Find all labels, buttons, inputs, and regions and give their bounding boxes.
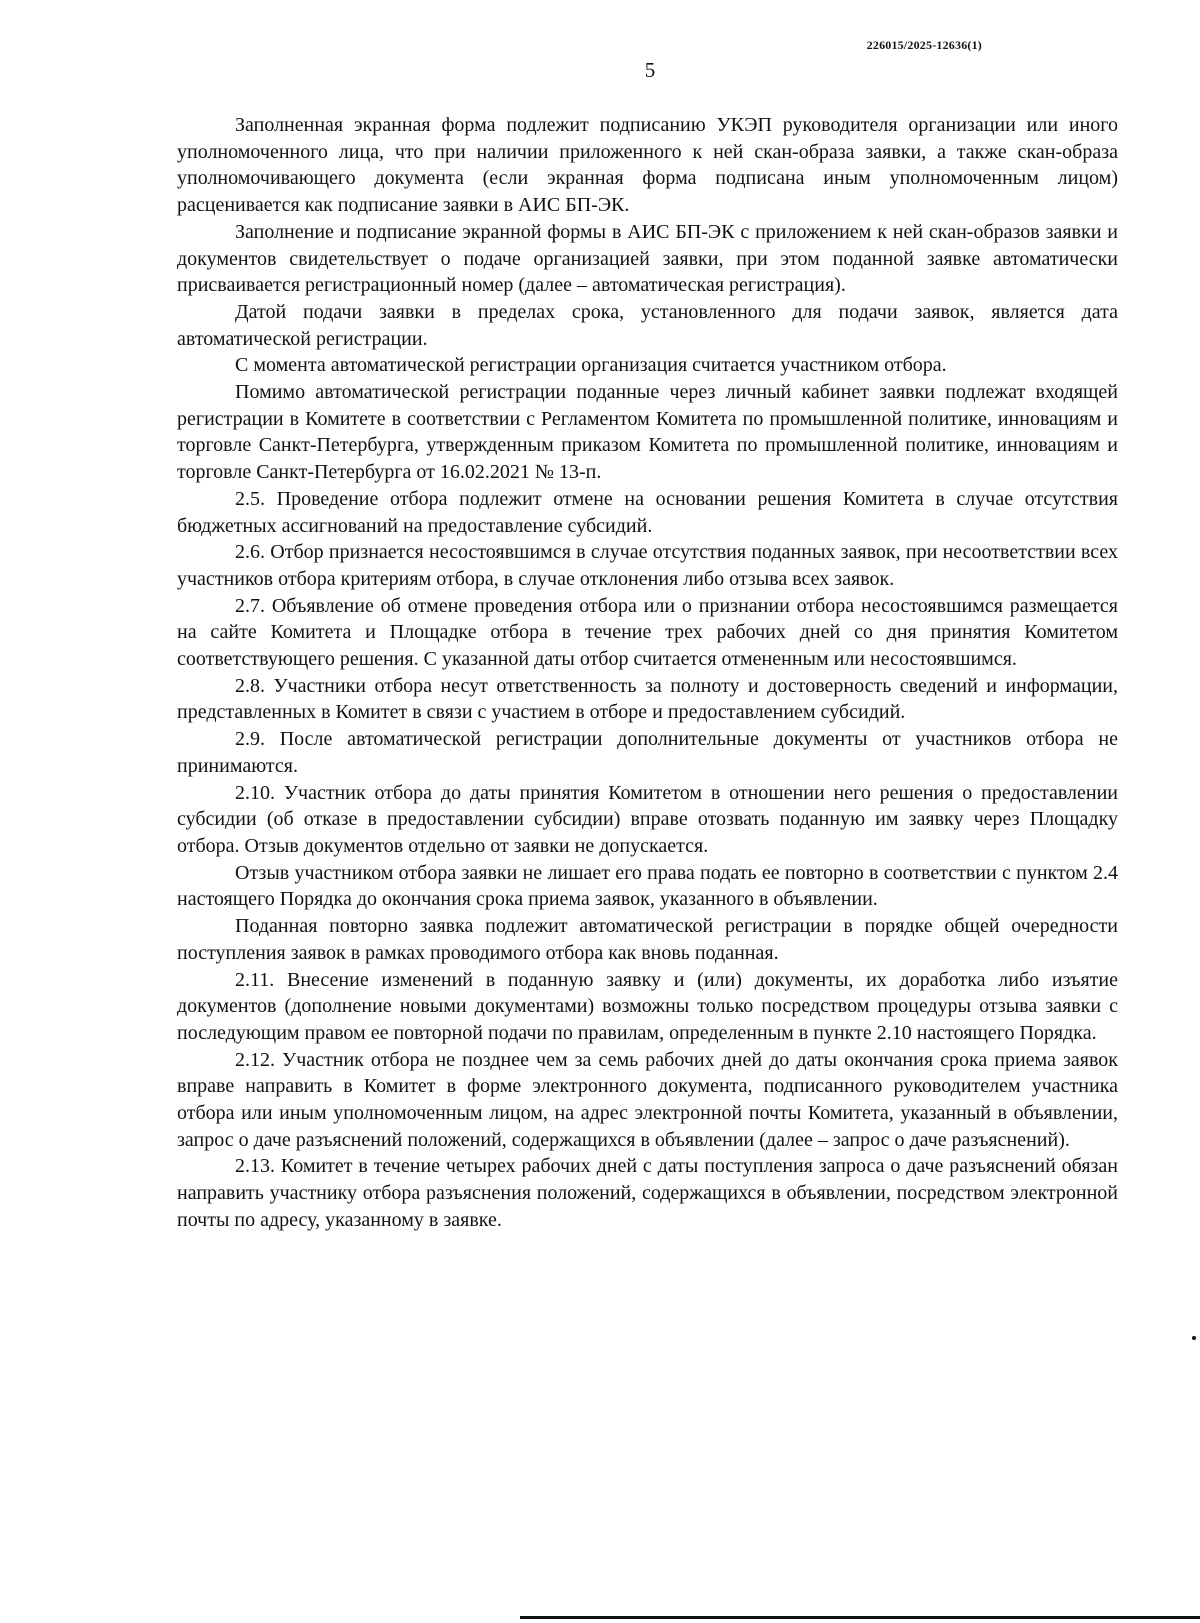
paragraph: Отзыв участником отбора заявки не лишает его права подать ее повторно в соответствии с пунктом 2.4 настоящего Порядка до окончания срока приема заявок, указанного в объявлении. bbox=[177, 861, 1118, 911]
paragraph: Заполненная экранная форма подлежит подписанию УКЭП руководителя организации или иного уполномоченного лица, что при наличии приложенного к ней скан-образа заявки, а также скан-образа уполномочивающего документа (если экранная форма подписана иным уполномоченным лицом) расценивается как подписание заявки в АИС БП-ЭК. bbox=[177, 114, 1118, 217]
paragraph-2-8: 2.8. Участники отбора несут ответственность за полноту и достоверность сведений и информации, представленных в Комитет в связи с участием в отборе и предоставлением субсидий. bbox=[177, 674, 1118, 724]
paragraph: Датой подачи заявки в пределах срока, установленного для подачи заявок, является дата автоматической регистрации. bbox=[177, 300, 1118, 350]
paragraph: Помимо автоматической регистрации поданные через личный кабинет заявки подлежат входящей регистрации в Комитете в соответствии с Регламентом Комитета по промышленной политике, инновациям и торговле Санкт-Петербурга, утвержденным приказом Комитета по промышленной политике, инновациям и торговле Санкт-Петербурга от 16.02.2021 № 13-п. bbox=[177, 381, 1118, 484]
document-id: 226015/2025-12636(1) bbox=[866, 38, 982, 52]
scan-edge-line bbox=[520, 1616, 1200, 1619]
paragraph-2-7: 2.7. Объявление об отмене проведения отбора или о признании отбора несостоявшимся размещается на сайте Комитета и Площадке отбора в течение трех рабочих дней со дня принятия Комитетом соответствующего решения. С указанной даты отбор считается отмененным или несостоявшимся. bbox=[177, 594, 1118, 671]
paragraph-2-10: 2.10. Участник отбора до даты принятия Комитетом в отношении него решения о предоставлении субсидии (об отказе в предоставлении субсидии) вправе отозвать поданную им заявку через Площадку отбора. Отзыв документов отдельно от заявки не допускается. bbox=[177, 781, 1118, 857]
scan-mark bbox=[1192, 1336, 1196, 1340]
paragraph: Поданная повторно заявка подлежит автоматической регистрации в порядке общей очередности поступления заявок в рамках проводимого отбора как вновь поданная. bbox=[177, 915, 1118, 964]
paragraph: Заполнение и подписание экранной формы в АИС БП-ЭК с приложением к ней скан-образов заявки и документов свидетельствует о подаче организацией заявки, при этом поданной заявке автоматически присваивается регистрационный номер (далее – автоматическая регистрация). bbox=[177, 220, 1118, 297]
paragraph-2-12: 2.12. Участник отбора не позднее чем за семь рабочих дней до даты окончания срока приема заявок вправе направить в Комитет в форме электронного документа, подписанного руководителем участника отбора или иным уполномоченным лицом, на адрес электронной почты Комитета, указанный в объявлении, запрос о даче разъяснений положений, содержащихся в объявлении (далее – запрос о даче разъяснений). bbox=[177, 1048, 1118, 1151]
paragraph-2-9: 2.9. После автоматической регистрации дополнительные документы от участников отбора не принимаются. bbox=[177, 728, 1118, 777]
page-number: 5 bbox=[644, 58, 656, 82]
document-body bbox=[177, 112, 1118, 1234]
paragraph-2-6: 2.6. Отбор признается несостоявшимся в случае отсутствия поданных заявок, при несоответствии всех участников отбора критериям отбора, в случае отклонения либо отзыва всех заявок. bbox=[177, 541, 1118, 590]
paragraph-2-5: 2.5. Проведение отбора подлежит отмене на основании решения Комитета в случае отсутствия бюджетных ассигнований на предоставление субсидий. bbox=[177, 487, 1118, 537]
paragraph-2-11: 2.11. Внесение изменений в поданную заявку и (или) документы, их доработка либо изъятие документов (дополнение новыми документами) возможны только посредством процедуры отзыва заявки с последующим правом ее повторной подачи по правилам, определенным в пункте 2.10 настоящего Порядка. bbox=[177, 968, 1118, 1044]
paragraph: С момента автоматической регистрации организация считается участником отбора. bbox=[235, 354, 947, 377]
paragraph-2-13: 2.13. Комитет в течение четырех рабочих дней с даты поступления запроса о даче разъяснений обязан направить участнику отбора разъяснения положений, содержащихся в объявлении, посредством электронной почты по адресу, указанному в заявке. bbox=[177, 1155, 1118, 1231]
